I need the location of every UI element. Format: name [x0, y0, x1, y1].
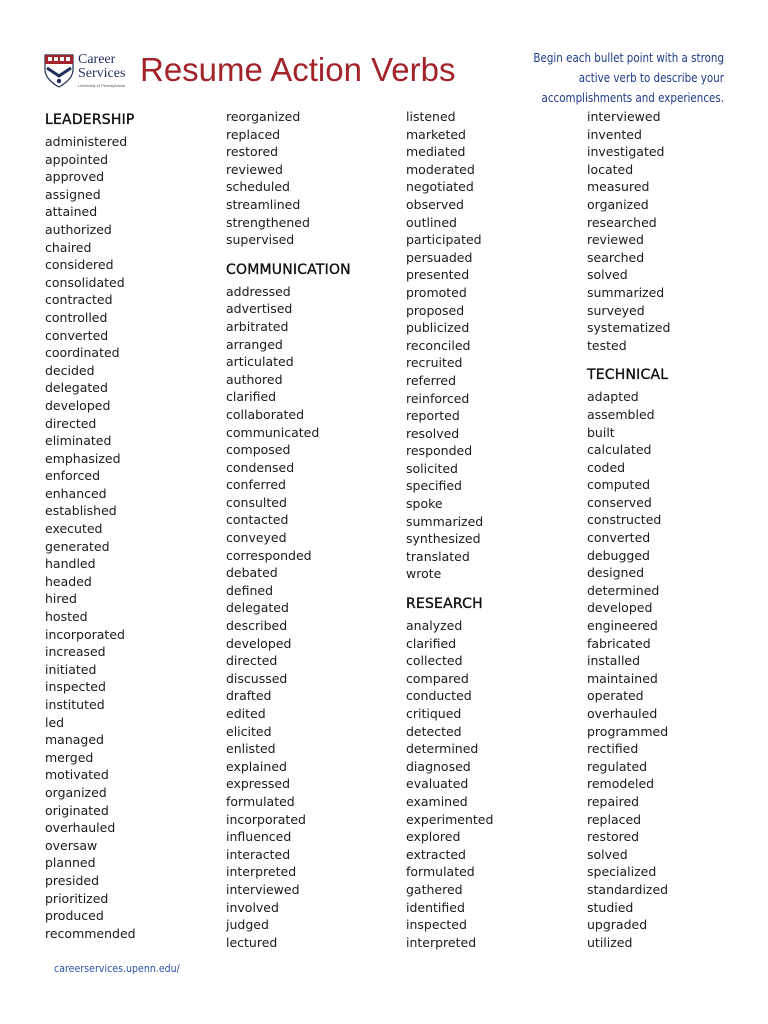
verb-item: hosted [45, 609, 88, 625]
verb-item: produced [45, 908, 104, 924]
verb-item: engineered [587, 618, 658, 634]
verb-item: judged [226, 917, 269, 933]
verb-item: supervised [226, 232, 295, 248]
verb-item: organized [45, 784, 107, 800]
verb-item: generated [45, 538, 110, 554]
verb-item: corresponded [226, 547, 312, 563]
verb-item: conducted [406, 688, 472, 704]
career-services-logo [44, 52, 134, 92]
verb-item: remodeled [587, 776, 655, 792]
verb-item: emphasized [45, 450, 121, 466]
verb-item: translated [406, 548, 470, 564]
verb-item: replaced [226, 126, 281, 142]
verb-item: coded [587, 459, 626, 475]
verb-list [406, 108, 581, 583]
verb-item: reported [406, 408, 460, 424]
verb-item: inspected [45, 679, 106, 695]
verb-item: authored [226, 371, 283, 387]
section-heading: RESEARCH [406, 596, 483, 613]
verb-item: converted [45, 327, 109, 343]
verb-item: led [45, 714, 65, 730]
verb-item: reconciled [406, 337, 471, 353]
verb-column-2 [226, 108, 401, 951]
verb-item: enlisted [226, 741, 276, 757]
verb-list [226, 108, 401, 249]
verb-item: persuaded [406, 249, 473, 265]
verb-item: synthesized [406, 531, 481, 547]
verb-item: incorporated [45, 626, 125, 642]
verb-item: composed [226, 442, 291, 458]
verb-item: merged [45, 749, 94, 765]
verb-item: fabricated [587, 635, 651, 651]
verb-item: evaluated [406, 776, 469, 792]
verb-item: developed [226, 635, 292, 651]
verb-item: described [226, 618, 288, 634]
verb-item: headed [45, 573, 92, 589]
verb-item: executed [45, 521, 103, 537]
verb-item: systematized [587, 320, 671, 336]
verb-item: formulated [226, 793, 295, 809]
verb-item: reinforced [406, 390, 470, 406]
verb-item: studied [587, 899, 634, 915]
verb-item: contacted [226, 512, 289, 528]
verb-item: motivated [45, 767, 109, 783]
verb-item: increased [45, 644, 106, 660]
logo-line-1: Career [78, 52, 116, 67]
verb-item: initiated [45, 661, 97, 677]
section-research [406, 593, 581, 951]
verb-item: formulated [406, 864, 475, 880]
verb-item: instituted [45, 697, 105, 712]
verb-item: conserved [587, 494, 652, 510]
verb-item: standardized [587, 881, 669, 897]
verb-item: negotiated [406, 179, 474, 195]
verb-item: overhauled [587, 706, 658, 721]
verb-item: examined [406, 793, 468, 809]
verb-item: wrote [406, 566, 442, 582]
verb-item: attained [45, 204, 98, 220]
verb-item: hired [45, 591, 77, 607]
verb-item: located [587, 161, 634, 177]
verb-item: directed [226, 653, 278, 669]
logo-wordmark [78, 53, 125, 81]
verb-item: adapted [587, 389, 639, 405]
verb-item: presided [45, 872, 100, 888]
verb-item: upgraded [587, 917, 648, 933]
verb-item: established [45, 503, 117, 519]
verb-item: incorporated [226, 811, 306, 827]
verb-item: mediated [406, 144, 466, 160]
verb-item: searched [587, 249, 645, 265]
verb-item: restored [226, 144, 279, 160]
verb-item: specified [406, 478, 462, 494]
verb-item: rectified [587, 741, 639, 757]
verb-item: outlined [406, 214, 457, 230]
verb-item: strengthened [226, 214, 310, 230]
verb-list [45, 133, 220, 942]
verb-item: elicited [226, 723, 272, 739]
verb-item: prioritized [45, 890, 109, 906]
verb-item: interpreted [406, 934, 477, 950]
footer-link[interactable]: careerservices.upenn.edu/ [54, 962, 180, 975]
section-continued [406, 108, 581, 583]
verb-item: developed [45, 397, 111, 413]
verb-item: expressed [226, 776, 291, 792]
verb-item: advertised [226, 301, 293, 317]
verb-item: communicated [226, 424, 320, 440]
verb-item: utilized [587, 934, 633, 950]
verb-item: promoted [406, 284, 467, 300]
verb-item: assigned [45, 186, 101, 202]
verb-item: defined [226, 582, 274, 598]
verb-item: involved [226, 899, 279, 915]
verb-item: assembled [587, 406, 655, 422]
verb-item: interviewed [587, 109, 661, 124]
verb-list [587, 108, 762, 354]
section-communication [226, 259, 401, 952]
verb-item: researched [587, 214, 657, 230]
verb-item: influenced [226, 829, 292, 845]
verb-item: designed [587, 565, 645, 581]
verb-item: restored [587, 829, 640, 845]
verb-item: compared [406, 670, 469, 686]
verb-item: analyzed [406, 618, 463, 634]
verb-item: arranged [226, 336, 283, 352]
verb-item: measured [587, 179, 650, 195]
verb-item: repaired [587, 793, 640, 809]
verb-item: spoke [406, 496, 443, 512]
section-continued [587, 108, 762, 354]
verb-item: participated [406, 232, 482, 248]
verb-item: consolidated [45, 274, 125, 290]
verb-item: handled [45, 556, 96, 572]
verb-item: solved [587, 267, 628, 283]
verb-item: considered [45, 257, 114, 273]
verb-item: developed [587, 600, 653, 616]
verb-item: appointed [45, 151, 109, 167]
verb-item: collected [406, 653, 463, 669]
verb-item: determined [406, 741, 479, 757]
verb-item: publicized [406, 320, 470, 336]
verb-item: proposed [406, 302, 465, 318]
verb-item: recruited [406, 355, 463, 371]
verb-item: extracted [406, 846, 466, 862]
verb-list [587, 388, 762, 951]
verb-item: planned [45, 855, 96, 871]
logo-subtext: University of Pennsylvania [78, 83, 125, 88]
verb-item: diagnosed [406, 758, 471, 774]
verb-column-4 [587, 108, 762, 951]
verb-item: listened [406, 109, 456, 124]
verb-item: overhauled [45, 820, 116, 836]
verb-item: replaced [587, 811, 642, 827]
verb-item: invented [587, 126, 642, 142]
verb-item: reorganized [226, 109, 301, 124]
verb-item: managed [45, 732, 104, 748]
verb-item: streamlined [226, 196, 301, 212]
penn-shield-icon [44, 54, 74, 88]
verb-item: solicited [406, 460, 458, 476]
verb-item: organized [587, 196, 649, 212]
verb-item: clarified [226, 389, 277, 405]
verb-item: controlled [45, 309, 108, 325]
verb-item: referred [406, 372, 457, 388]
verb-item: gathered [406, 881, 463, 897]
verb-column-3 [406, 108, 581, 951]
verb-item: lectured [226, 934, 278, 950]
verb-item: clarified [406, 635, 457, 651]
verb-item: recommended [45, 925, 136, 941]
verb-list [226, 283, 401, 952]
page-title: Resume Action Verbs [140, 51, 456, 88]
verb-item: built [587, 424, 615, 440]
verb-item: oversaw [45, 837, 98, 853]
verb-item: surveyed [587, 302, 645, 318]
verb-item: contracted [45, 292, 113, 308]
verb-item: maintained [587, 670, 658, 686]
verb-item: summarized [587, 284, 665, 300]
verb-item: investigated [587, 144, 665, 160]
verb-item: reviewed [226, 161, 283, 177]
verb-item: regulated [587, 758, 648, 774]
verb-item: operated [587, 688, 644, 704]
verb-item: articulated [226, 354, 294, 370]
verb-item: resolved [406, 425, 460, 441]
section-leadership [45, 109, 220, 942]
section-technical [587, 364, 762, 951]
tagline: Begin each bullet point with a strong active verb to describe your accomplishments and experiences. [533, 51, 724, 105]
verb-item: conferred [226, 477, 286, 493]
verb-item: programmed [587, 723, 669, 739]
verb-item: condensed [226, 459, 295, 475]
verb-item: marketed [406, 126, 466, 142]
verb-item: edited [226, 706, 266, 721]
verb-item: approved [45, 169, 105, 185]
verb-item: inspected [406, 917, 467, 933]
verb-item: constructed [587, 512, 662, 528]
verb-item: presented [406, 267, 470, 283]
verb-item: installed [587, 653, 641, 669]
verb-item: identified [406, 899, 465, 915]
verb-item: debated [226, 565, 278, 581]
verb-item: authorized [45, 221, 112, 237]
verb-item: summarized [406, 513, 484, 529]
verb-item: experimented [406, 811, 494, 827]
verb-item: arbitrated [226, 318, 289, 334]
section-heading: COMMUNICATION [226, 261, 351, 278]
verb-item: explored [406, 829, 461, 845]
verb-item: delegated [226, 600, 289, 616]
header [44, 48, 724, 105]
verb-item: specialized [587, 864, 657, 880]
verb-item: calculated [587, 442, 652, 458]
verb-item: addressed [226, 283, 291, 299]
verb-item: critiqued [406, 706, 462, 721]
verb-item: converted [587, 530, 651, 546]
verb-item: conveyed [226, 530, 287, 546]
verb-item: moderated [406, 161, 475, 177]
verb-item: eliminated [45, 433, 112, 449]
logo-line-2: Services [78, 66, 126, 81]
verb-item: solved [587, 846, 628, 862]
verb-item: scheduled [226, 179, 290, 195]
verb-item: administered [45, 134, 128, 149]
verb-item: interviewed [226, 881, 300, 897]
section-heading: LEADERSHIP [45, 112, 135, 128]
verb-item: enforced [45, 468, 101, 484]
verb-item: chaired [45, 239, 92, 255]
verb-item: detected [406, 723, 462, 739]
verb-item: consulted [226, 494, 287, 510]
verb-item: debugged [587, 547, 650, 563]
verb-list [406, 617, 581, 951]
verb-item: delegated [45, 380, 108, 396]
verb-item: discussed [226, 670, 288, 686]
verb-item: reviewed [587, 232, 644, 248]
verb-item: tested [587, 337, 627, 353]
verb-item: interacted [226, 846, 291, 862]
section-continued [226, 108, 401, 249]
verb-item: determined [587, 582, 660, 598]
verb-item: collaborated [226, 406, 305, 422]
verb-item: explained [226, 758, 287, 774]
verb-item: decided [45, 362, 95, 378]
verb-item: drafted [226, 688, 272, 704]
verb-item: computed [587, 477, 651, 493]
verb-item: responded [406, 443, 473, 459]
verb-item: coordinated [45, 345, 120, 361]
verb-item: enhanced [45, 485, 107, 501]
section-heading: TECHNICAL [587, 367, 669, 384]
verb-item: directed [45, 415, 97, 431]
verb-column-1 [45, 108, 220, 942]
verb-item: observed [406, 196, 464, 212]
verb-item: originated [45, 802, 109, 818]
verb-item: interpreted [226, 864, 297, 880]
